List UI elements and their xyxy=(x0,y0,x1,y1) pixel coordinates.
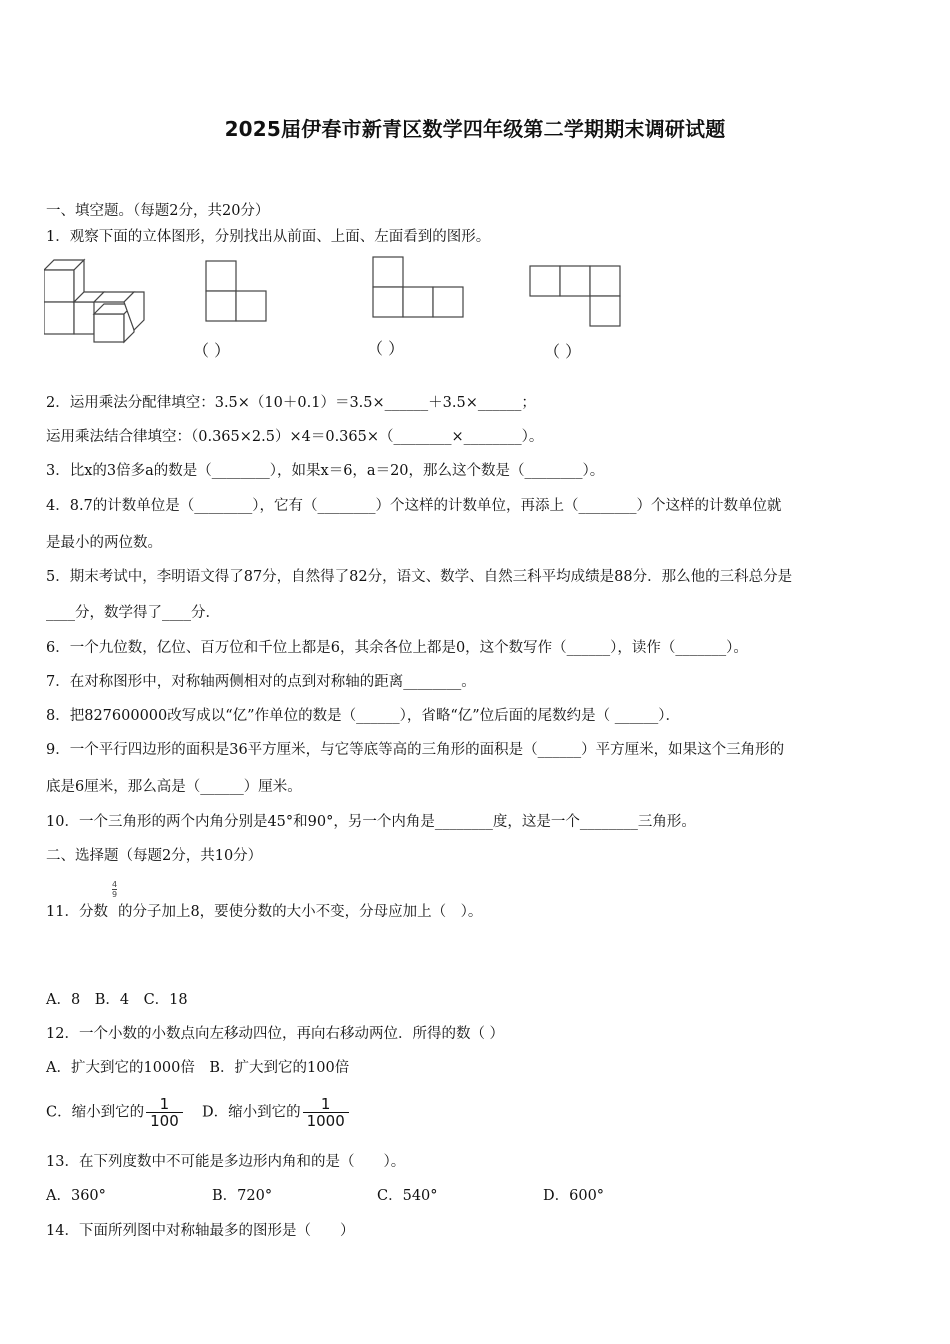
question-12: 12．一个小数的小数点向左移动四位，再向右移动两位．所得的数（ ） xyxy=(46,1026,505,1042)
q13-option-b: B．720° xyxy=(212,1188,273,1204)
q13-option-a: A．360° xyxy=(46,1188,106,1204)
question-7: 7．在对称图形中，对称轴两侧相对的点到对称轴的距离________。 xyxy=(46,674,476,690)
answer-paren-3[interactable]: （ ） xyxy=(544,342,582,361)
q11-frac-num: 4 xyxy=(112,880,118,889)
q12-fraction-c xyxy=(146,1096,183,1129)
question-2-line-2: 运用乘法结合律填空：（0.365×2.5）×4＝0.365×（________×________）。 xyxy=(46,429,544,445)
q13-option-d: D．600° xyxy=(543,1188,605,1204)
question-9-line-1: 9．一个平行四边形的面积是36平方厘米，与它等底等高的三角形的面积是（______）平方厘米，如果这个三角形的 xyxy=(46,742,785,758)
q11-frac-den: 9 xyxy=(112,890,118,899)
question-5-line-2: ____分，数学得了____分． xyxy=(46,605,220,621)
answer-paren-2[interactable]: （ ） xyxy=(367,339,405,358)
question-4-line-2: 是最小的两位数。 xyxy=(46,535,162,551)
view-figure-3 xyxy=(529,265,623,329)
question-3: 3．比x的3倍多a的数是（________），如果x＝6，a＝20，那么这个数是（________）。 xyxy=(46,463,605,479)
question-8: 8．把827600000改写成以“亿”作单位的数是（______），省略“亿”位后面的尾数约是（ ______）． xyxy=(46,708,681,724)
q11-suffix: 的分子加上8，要使分数的大小不变，分母应加上（ ）。 xyxy=(117,904,483,920)
question-11 xyxy=(46,902,482,922)
question-9-line-2: 底是6厘米，那么高是（______）厘米。 xyxy=(46,779,302,795)
question-11-options: A．8 B．4 C．18 xyxy=(46,992,188,1008)
question-5-line-1: 5．期末考试中，李明语文得了87分，自然得了82分，语文、数学、自然三科平均成绩是88分．那么他的三科总分是 xyxy=(46,569,793,585)
q12-c-den: 100 xyxy=(150,1112,179,1130)
q12-d-num: 1 xyxy=(303,1096,349,1113)
question-12-options-cd xyxy=(46,1096,353,1129)
q12-fraction-d xyxy=(303,1096,349,1129)
q13-option-c: C．540° xyxy=(377,1188,438,1204)
question-4-line-1: 4．8.7的计数单位是（________），它有（________）个这样的计数单位，再添上（________）个这样的计数单位就 xyxy=(46,498,782,514)
section-2-heading: 二、选择题（每题2分，共10分） xyxy=(46,848,263,864)
answer-paren-1[interactable]: （ ） xyxy=(193,341,231,360)
question-2-line-1: 2．运用乘法分配律填空：3.5×（10＋0.1）＝3.5×______＋3.5×______； xyxy=(46,395,536,411)
question-14: 14．下面所列图中对称轴最多的图形是（ ） xyxy=(46,1223,355,1239)
question-12-options-ab: A．扩大到它的1000倍 B．扩大到它的100倍 xyxy=(46,1060,350,1076)
q12-d-den: 1000 xyxy=(306,1112,345,1130)
question-10: 10．一个三角形的两个内角分别是45°和90°，另一个内角是________度，这是一个________三角形。 xyxy=(46,814,696,830)
cube-solid-figure xyxy=(44,258,148,346)
page-title: 2025届伊春市新青区数学四年级第二学期期末调研试题 xyxy=(224,117,726,141)
question-6: 6．一个九位数，亿位、百万位和千位上都是6，其余各位上都是0，这个数写作（______），读作（_______）。 xyxy=(46,640,748,656)
view-figure-1 xyxy=(205,260,269,322)
q11-small-fraction xyxy=(112,880,117,899)
section-1-heading: 一、填空题。（每题2分，共20分） xyxy=(46,203,270,219)
question-1: 1．观察下面的立体图形，分别找出从前面、上面、左面看到的图形。 xyxy=(46,229,491,245)
q12-option-d: D．缩小到它的 xyxy=(201,1104,301,1121)
question-13: 13．在下列度数中不可能是多边形内角和的是（ ）。 xyxy=(46,1154,406,1170)
q11-prefix: 11．分数 xyxy=(46,904,108,920)
q12-option-c: C．缩小到它的 xyxy=(46,1104,145,1121)
q12-c-num: 1 xyxy=(146,1096,183,1113)
view-figure-2 xyxy=(372,256,466,318)
